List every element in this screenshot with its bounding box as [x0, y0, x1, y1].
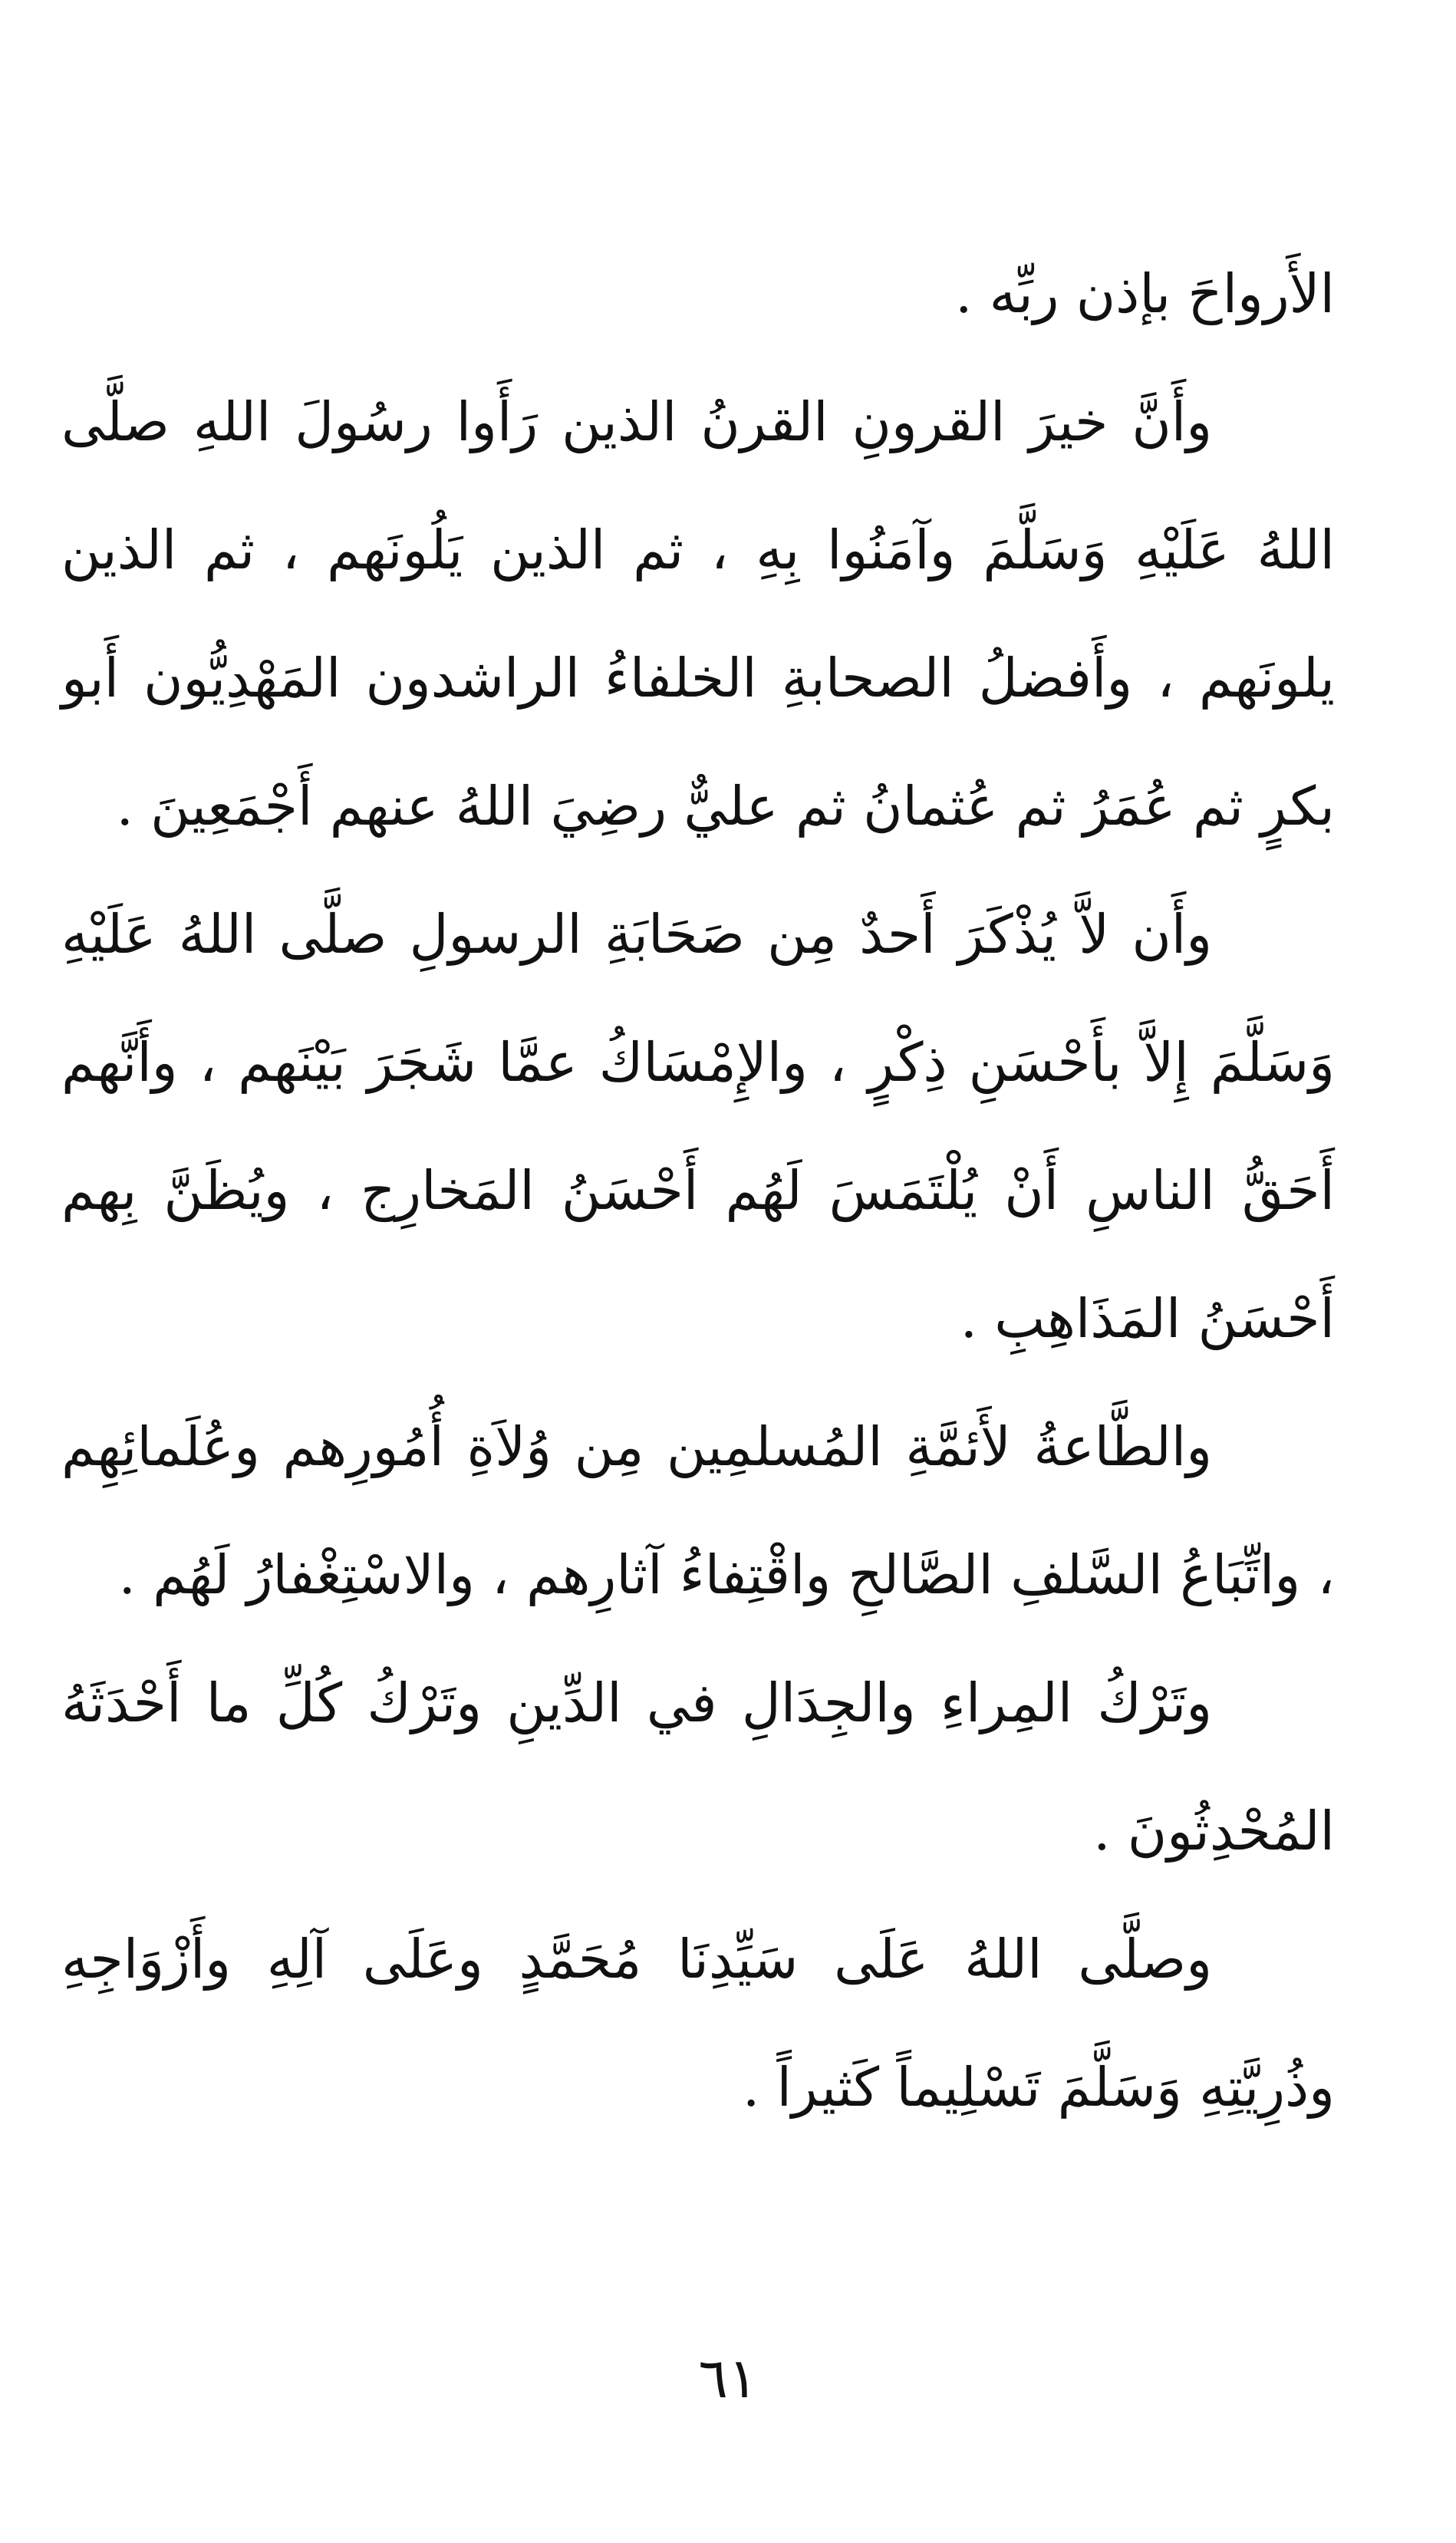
- page-number: ٦١: [698, 2346, 758, 2410]
- body-text: [61, 230, 1335, 2152]
- paragraph-best-generations: وأَنَّ خيرَ القرونِ القرنُ الذين رَأَوا رسُولَ اللهِ صلَّى اللهُ عَلَيْهِ وَسَلَّمَ وآمَنُوا بِهِ ، ثم الذين يَلُونَهم ، ثم الذين يلونَهم ، وأَفضلُ الصحابةِ الخلفاءُ الراشدون المَهْدِيُّون أَبو بكرٍ ثم عُمَرُ ثم عُثمانُ ثم عليٌّ رضِيَ اللهُ عنهم أَجْمَعِينَ .: [61, 390, 1335, 838]
- paragraph-closing-prayer: وصلَّى اللهُ عَلَى سَيِّدِنَا مُحَمَّدٍ وعَلَى آلِهِ وأَزْوَاجِهِ وذُرِيَّتِهِ وَسَلَّمَ تَسْلِيماً كَثيراً .: [61, 1928, 1335, 2119]
- paragraph-continuation: الأَرواحَ بإذن ربِّه .: [955, 262, 1335, 325]
- paragraph-avoid-dispute: وتَرْكُ المِراءِ والجِدَالِ في الدِّينِ وتَرْكُ كُلِّ ما أَحْدَثَهُ المُحْدِثُونَ .: [61, 1672, 1335, 1863]
- paragraph-obedience: والطَّاعةُ لأَئمَّةِ المُسلمِين مِن وُلاَةِ أُمُورِهم وعُلَمائِهِم ، واتِّبَاعُ السَّلفِ الصَّالحِ واقْتِفاءُ آثارِهم ، والاسْتِغْفارُ لَهُم .: [61, 1415, 1335, 1606]
- paragraph-companions: وأَن لاَّ يُذْكَرَ أَحدٌ مِن صَحَابَةِ الرسولِ صلَّى اللهُ عَلَيْهِ وَسَلَّمَ إِلاَّ بأَحْسَنِ ذِكْرٍ ، والإِمْسَاكُ عمَّا شَجَرَ بَيْنَهم ، وأَنَّهم أَحَقُّ الناسِ أَنْ يُلْتَمَسَ لَهُم أَحْسَنُ المَخارِج ، ويُظَنَّ بِهم أَحْسَنُ المَذَاهِبِ .: [61, 903, 1335, 1350]
